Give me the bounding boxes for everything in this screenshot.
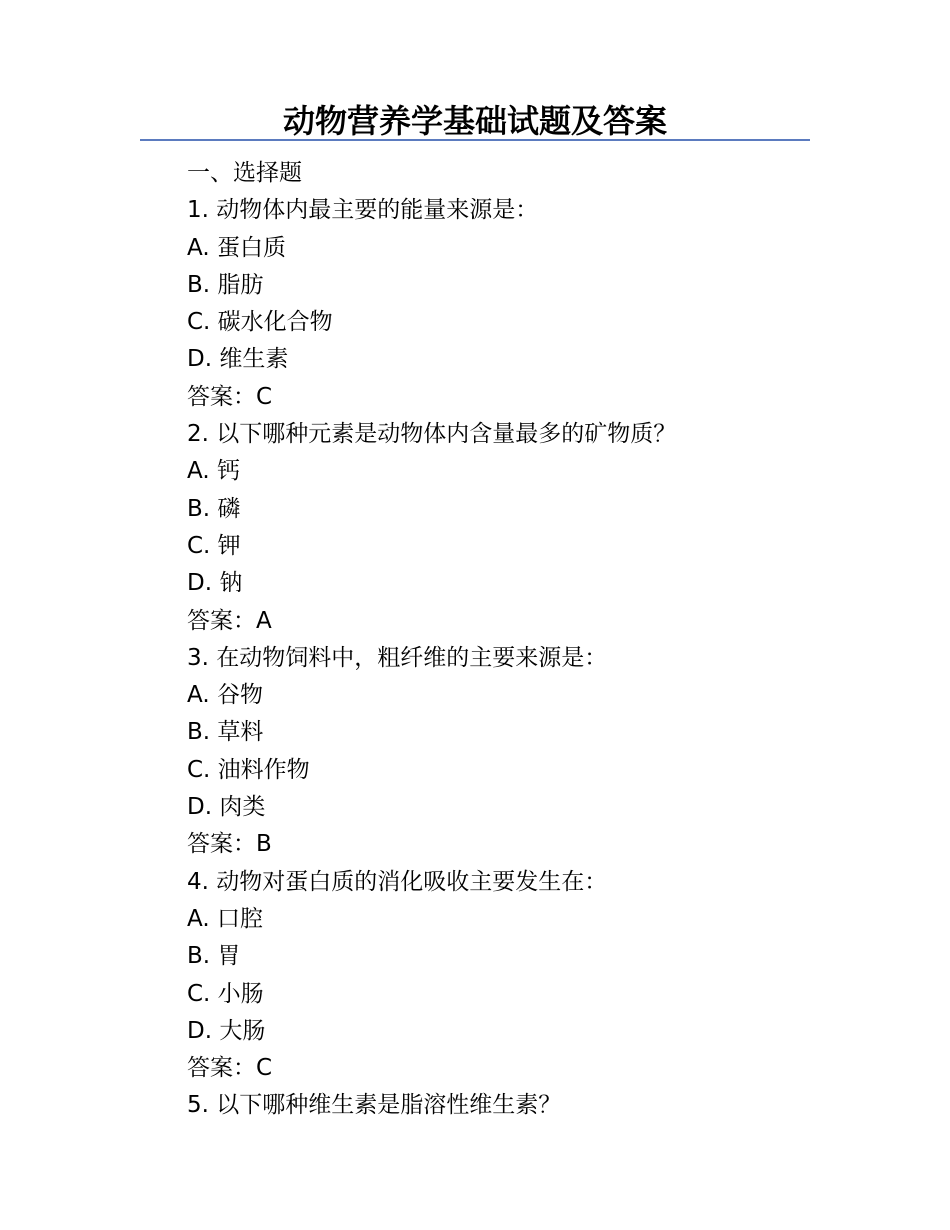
option-c: C. 油料作物 bbox=[187, 756, 310, 783]
answer-line: 答案：A bbox=[187, 607, 272, 634]
option-b: B. 磷 bbox=[187, 495, 241, 522]
section-heading: 一、选择题 bbox=[187, 160, 302, 186]
option-a: A. 钙 bbox=[187, 458, 240, 485]
question-text: 5. 以下哪种维生素是脂溶性维生素？ bbox=[187, 1092, 562, 1119]
option-b: B. 胃 bbox=[187, 943, 241, 970]
question-text: 2. 以下哪种元素是动物体内含量最多的矿物质？ bbox=[187, 421, 677, 448]
option-d: D. 肉类 bbox=[187, 794, 266, 821]
option-a: A. 谷物 bbox=[187, 682, 263, 709]
option-c: C. 碳水化合物 bbox=[187, 309, 333, 336]
option-d: D. 维生素 bbox=[187, 346, 289, 373]
document-body bbox=[187, 155, 827, 1125]
answer-line: 答案：C bbox=[187, 1055, 273, 1082]
option-d: D. 钠 bbox=[187, 570, 243, 597]
option-b: B. 草料 bbox=[187, 719, 264, 746]
option-b: B. 脂肪 bbox=[187, 271, 264, 298]
question-block bbox=[187, 416, 827, 640]
question-text: 1. 动物体内最主要的能量来源是： bbox=[187, 197, 539, 224]
document-title: 动物营养学基础试题及答案 bbox=[282, 102, 667, 140]
option-d: D. 大肠 bbox=[187, 1017, 266, 1044]
question-block bbox=[187, 864, 827, 1088]
option-c: C. 钾 bbox=[187, 532, 241, 559]
option-c: C. 小肠 bbox=[187, 980, 264, 1007]
question-text: 4. 动物对蛋白质的消化吸收主要发生在： bbox=[187, 868, 608, 895]
option-a: A. 蛋白质 bbox=[187, 234, 286, 261]
question-block bbox=[187, 640, 827, 864]
option-a: A. 口腔 bbox=[187, 905, 263, 932]
answer-line: 答案：C bbox=[187, 383, 273, 410]
question-text: 3. 在动物饲料中，粗纤维的主要来源是： bbox=[187, 644, 608, 671]
question-block bbox=[187, 192, 827, 416]
title-underline bbox=[140, 139, 810, 141]
answer-line: 答案：B bbox=[187, 831, 272, 858]
question-block bbox=[187, 1087, 827, 1124]
